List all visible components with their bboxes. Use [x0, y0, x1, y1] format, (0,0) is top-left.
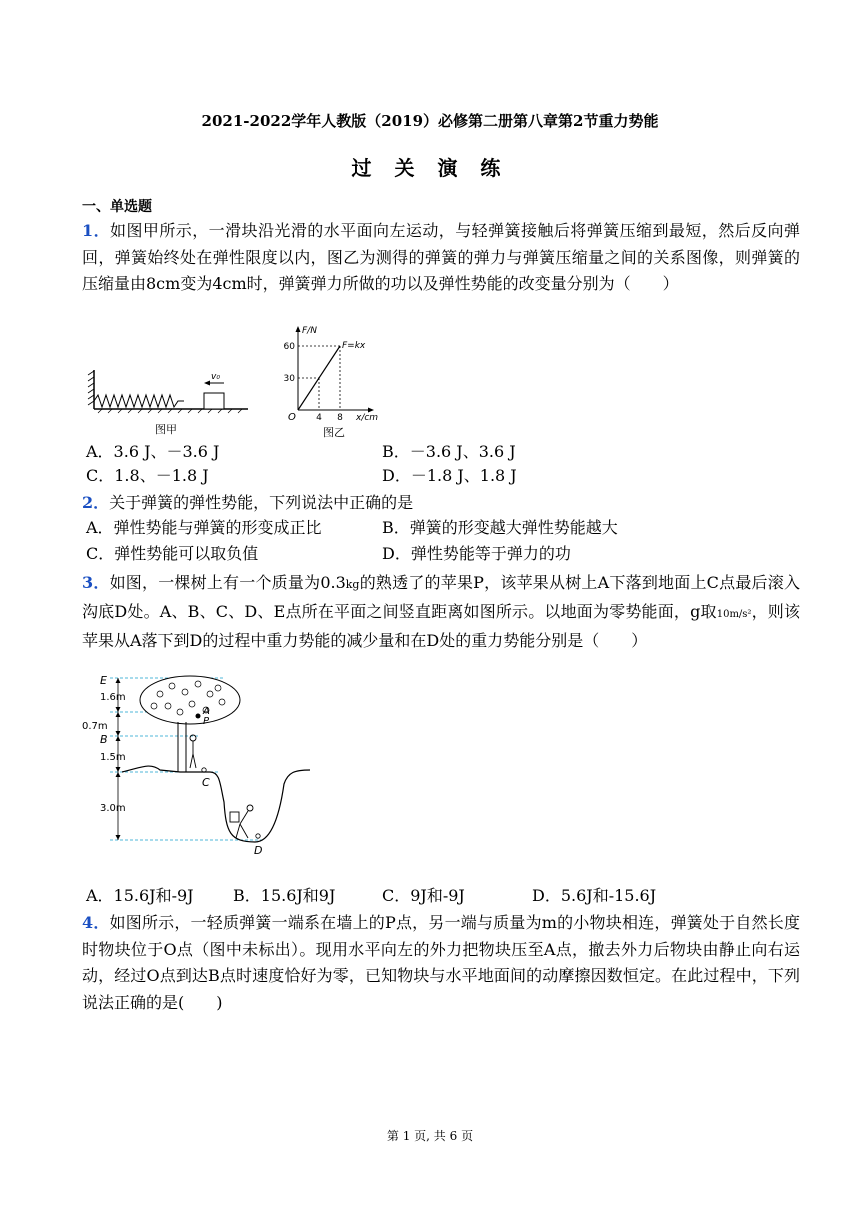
tree-trunk [178, 722, 186, 772]
formula-label: F=kx [342, 341, 366, 351]
point-p-label: P [203, 716, 210, 727]
option-a: A．3.6 J、－3.6 J [86, 442, 220, 461]
section-heading: 一、单选题 [82, 199, 152, 215]
option-d: D．弹性势能等于弹力的功 [382, 544, 571, 563]
distance-2-label: 0.7m [82, 721, 108, 732]
y-tick-60: 60 [283, 342, 295, 352]
option-c: C．弹性势能可以取负值 [86, 544, 259, 563]
distance-4-label: 3.0m [100, 803, 126, 814]
option-d: D．－1.8 J、1.8 J [382, 466, 517, 485]
x-tick-4: 4 [316, 413, 322, 423]
x-axis-label: x/cm [356, 413, 379, 423]
x-tick-8: 8 [337, 413, 343, 423]
question-number: 4． [82, 913, 110, 932]
spring [94, 395, 184, 407]
unit-g: 10m/s² [716, 608, 752, 620]
point-a-label: A [203, 706, 210, 717]
question-text: ，则该苹果从A落下到D的过程中重力势能的减少量和在D处的重力势能分别是（ ） [82, 601, 800, 650]
distance-3-label: 1.5m [100, 752, 126, 763]
option-c: C．9J和-9J [382, 886, 465, 905]
option-a: A．弹性势能与弹簧的形变成正比 [86, 518, 322, 537]
question-text: 如图甲所示，一滑块沿光滑的水平面向左运动，与轻弹簧接触后将弹簧压缩到最短，然后反向弹回，弹簧始终处在弹性限度以内，图乙为测得的弹簧的弹力与弹簧压缩量之间的关系图像，则弹簧的压缩量由8cm变为4cm时，弹簧弹力所做的功以及弹性势能的改变量分别为（ ） [82, 221, 800, 293]
person-figure [190, 735, 196, 768]
figure-caption: 图甲 [155, 423, 177, 436]
y-tick-30: 30 [283, 374, 295, 384]
ground-profile [122, 766, 310, 842]
question-1 [82, 218, 800, 298]
figure-jia [86, 365, 256, 440]
tree-canopy [140, 676, 240, 724]
question-text: 如图所示，一轻质弹簧一端系在墙上的P点，另一端与质量为m的小物块相连，弹簧处于自然长度时物块位于O点（图中未标出）。现用水平向左的外力把物块压至A点，撤去外力后物块由静止向右运动，经过O点到达B点时速度恰好为零，已知物块与水平地面间的动摩擦因数恒定。在此过程中，下列说法正确的是( ) [82, 913, 800, 1012]
option-d: D．5.6J和-15.6J [532, 886, 657, 905]
option-c: C．1.8、－1.8 J [86, 466, 209, 485]
apple-p [196, 714, 201, 719]
question-4 [82, 910, 800, 1016]
option-b: B．15.6J和9J [233, 886, 336, 905]
point-b-label: B [100, 733, 108, 746]
question-text: 的熟透了的苹果P，该苹果从树上A下落到地面上C点最后滚入沟底D处。A、B、C、D、E点所在平面之间竖直距离如图所示。以地面为零势能面，g取 [82, 573, 800, 621]
option-a: A．15.6J和-9J [86, 886, 194, 905]
option-b: B．－3.6 J、3.6 J [382, 442, 516, 461]
apple-tree-figure [80, 672, 310, 862]
option-b: B．弹簧的形变越大弹性势能越大 [382, 518, 618, 537]
person-in-ditch [230, 805, 253, 838]
y-axis-label: F/N [302, 326, 317, 336]
document-subtitle: 过 关 演 练 [351, 156, 509, 180]
figure-caption: 图乙 [323, 426, 345, 439]
question-2 [82, 490, 800, 517]
question-text: 关于弹簧的弹性势能，下列说法中正确的是 [109, 493, 414, 512]
origin-label: O [288, 412, 296, 423]
document-title: 2021-2022学年人教版（2019）必修第二册第八章第2节重力势能 [201, 112, 659, 130]
figure-yi-graph [278, 322, 388, 440]
question-number: 3． [82, 573, 110, 592]
slider-block [204, 393, 224, 409]
question-number: 1． [82, 221, 111, 240]
question-text: 如图，一棵树上有一个质量为0.3 [109, 573, 346, 592]
velocity-label: v₀ [211, 372, 220, 382]
question-number: 2． [82, 493, 110, 512]
question-3 [82, 570, 800, 655]
distance-1-label: 1.6m [100, 692, 126, 703]
page-footer: 第 1 页, 共 6 页 [386, 1129, 474, 1143]
point-c-label: C [202, 776, 210, 789]
point-d-label: D [254, 844, 263, 857]
unit-kg: kg [345, 578, 360, 591]
point-e-label: E [100, 674, 107, 687]
